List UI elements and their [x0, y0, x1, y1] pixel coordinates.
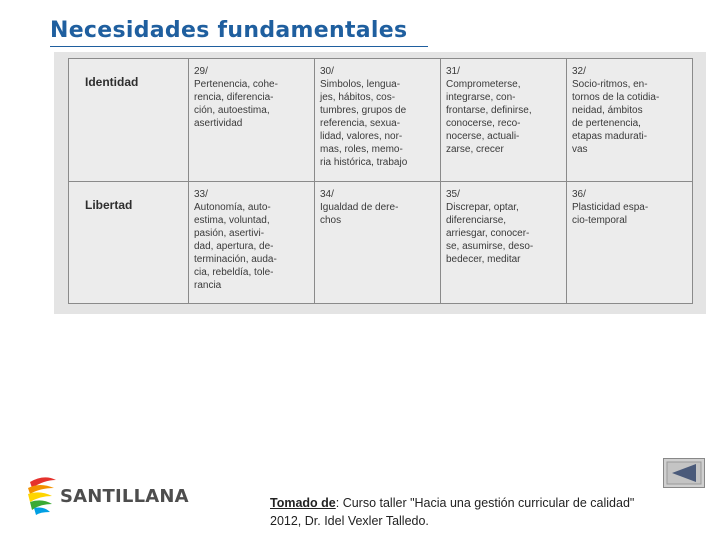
- citation: [270, 494, 710, 530]
- table-cell: 32/ Socio-ritmos, en- tornos de la cotidia- neidad, ámbitos de pertenencia, etapas madurati- vas: [567, 59, 693, 182]
- table-row: [69, 181, 693, 304]
- row-label: Identidad: [69, 59, 189, 182]
- santillana-logo: [26, 472, 206, 520]
- table-cell: 31/ Comprometerse, integrarse, con- frontarse, definirse, conocerse, reco- nocerse, actuali- zarse, crecer: [441, 59, 567, 182]
- row-label: Libertad: [69, 181, 189, 304]
- citation-label: Tomado de: [270, 496, 336, 510]
- table-row: [69, 59, 693, 182]
- logo-text: SANTILLANA: [60, 486, 189, 507]
- table-cell: 33/ Autonomía, auto- estima, voluntad, pasión, asertivi- dad, apertura, de- terminación, auda- cia, rebeldía, tole- rancia: [189, 181, 315, 304]
- back-triangle-icon: [664, 459, 704, 487]
- needs-table: [68, 58, 693, 304]
- logo-mark-icon: [26, 472, 60, 516]
- table-cell: 29/ Pertenencia, cohe- rencia, diferencia- ción, autoestima, asertividad: [189, 59, 315, 182]
- citation-author: 2012, Dr. Idel Vexler Talledo.: [270, 514, 429, 528]
- title-underline: [50, 46, 428, 47]
- back-button[interactable]: [663, 458, 705, 488]
- table-cell: 30/ Simbolos, lengua- jes, hábitos, cos- tumbres, grupos de referencia, sexua- lidad, valores, nor- mas, roles, memo- ria histórica, trabajo: [315, 59, 441, 182]
- slide-title: Necesidades fundamentales: [50, 18, 408, 43]
- table-cell: 35/ Discrepar, optar, diferenciarse, arriesgar, conocer- se, asumirse, deso- bedecer, meditar: [441, 181, 567, 304]
- table-cell: 34/ Igualdad de dere- chos: [315, 181, 441, 304]
- citation-text: : Curso taller "Hacia una gestión curricular de calidad": [335, 496, 635, 510]
- table-cell: 36/ Plasticidad espa- cio-temporal: [567, 181, 693, 304]
- scanned-table-image: [54, 52, 706, 314]
